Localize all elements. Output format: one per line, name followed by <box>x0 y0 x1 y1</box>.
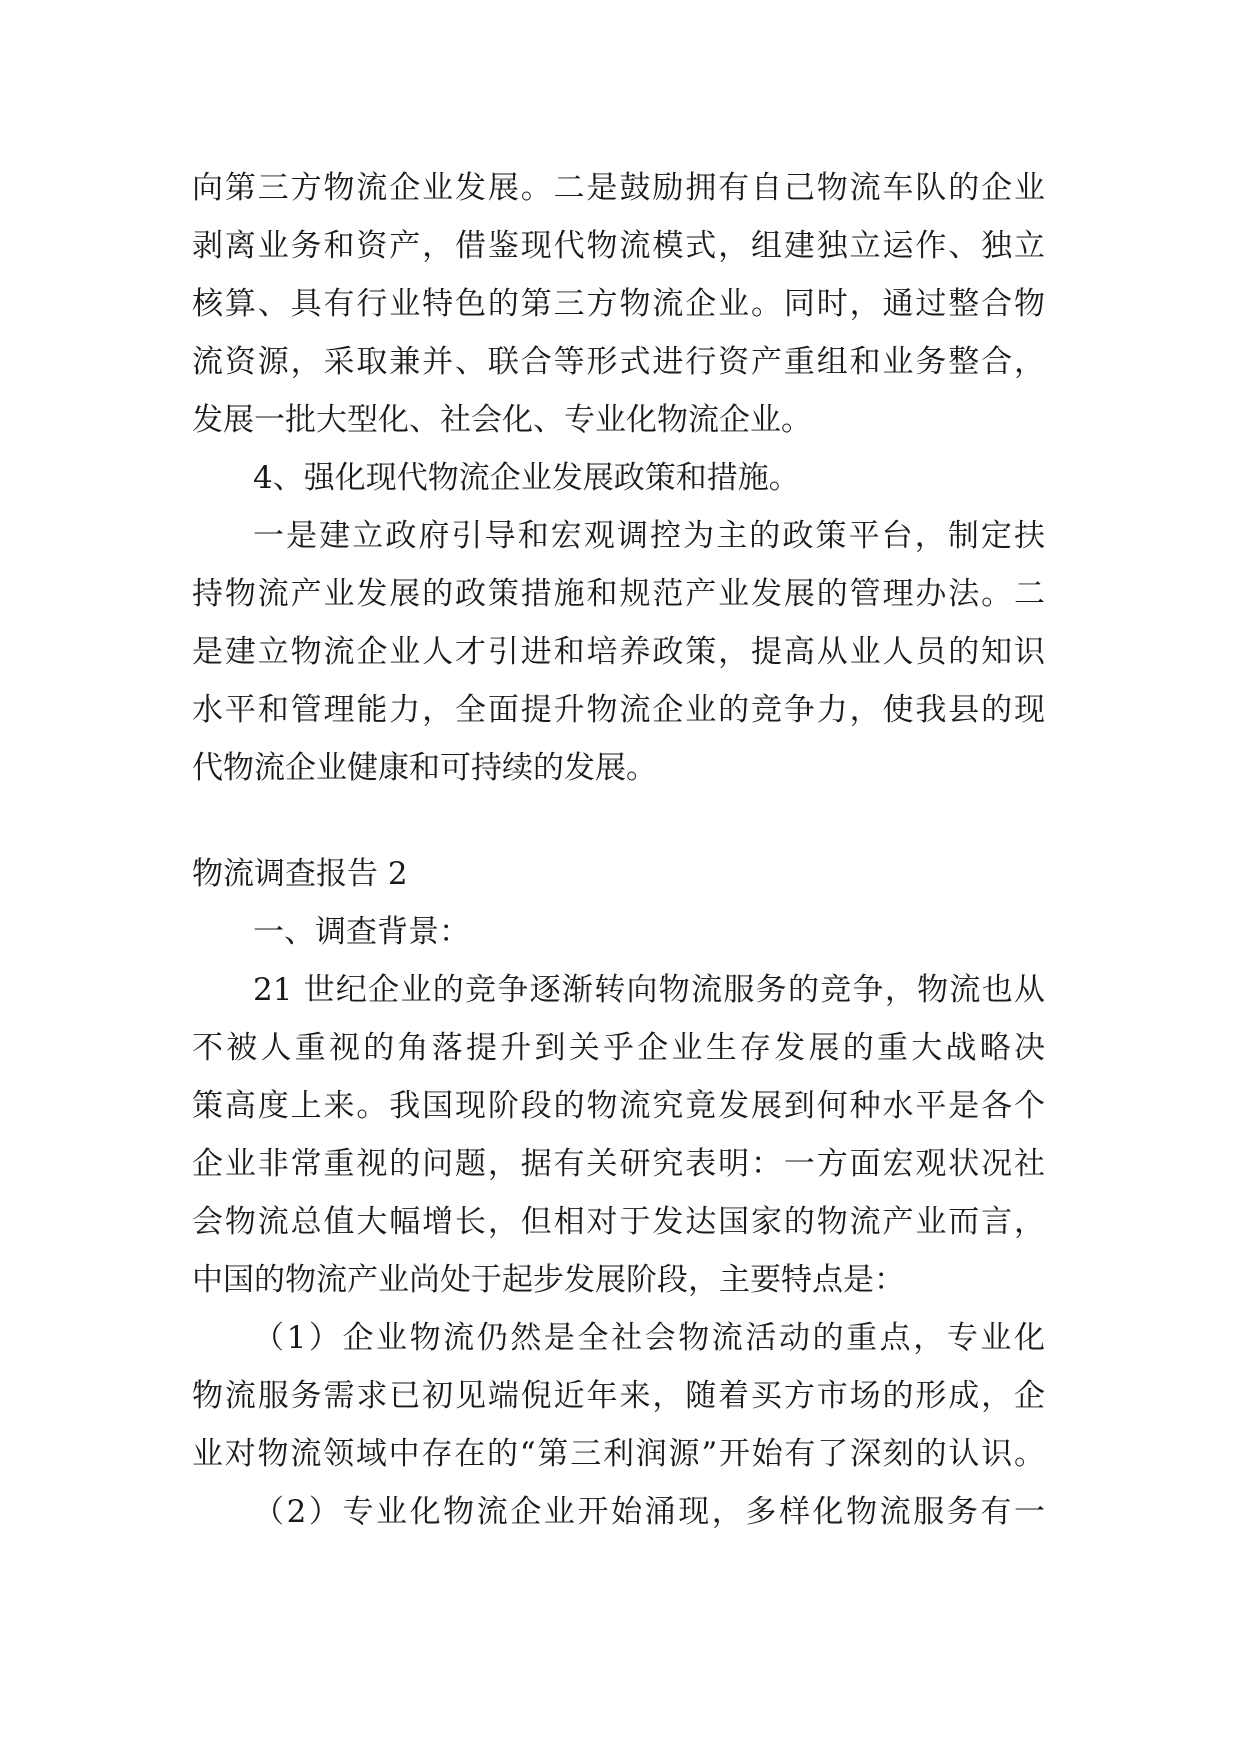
body-text-line: （1）企业物流仍然是全社会物流活动的重点，专业化 <box>253 1320 1045 1356</box>
body-text-line: 是建立物流企业人才引进和培养政策，提高从业人员的知识 <box>192 634 1045 670</box>
body-text-line: 剥离业务和资产，借鉴现代物流模式，组建独立运作、独立 <box>192 228 1045 264</box>
body-text-line: 策高度上来。我国现阶段的物流究竟发展到何种水平是各个 <box>192 1088 1045 1124</box>
body-text-line: 发展一批大型化、社会化、专业化物流企业。 <box>192 402 812 438</box>
body-text-line: （2）专业化物流企业开始涌现，多样化物流服务有一 <box>253 1494 1045 1530</box>
body-text-line: 21 世纪企业的竞争逐渐转向物流服务的竞争，物流也从 <box>253 972 1045 1008</box>
body-text-line: 代物流企业健康和可持续的发展。 <box>192 750 657 786</box>
body-text-line: 水平和管理能力，全面提升物流企业的竞争力，使我县的现 <box>192 692 1045 728</box>
section-heading: 一、调查背景： <box>253 914 470 950</box>
body-text-line: 流资源，采取兼并、联合等形式进行资产重组和业务整合， <box>192 344 1045 380</box>
body-text-line: 一是建立政府引导和宏观调控为主的政策平台，制定扶 <box>253 518 1045 554</box>
body-text-line: 核算、具有行业特色的第三方物流企业。同时，通过整合物 <box>192 286 1045 322</box>
body-text-line: 会物流总值大幅增长，但相对于发达国家的物流产业而言， <box>192 1204 1045 1240</box>
report-title: 物流调查报告 2 <box>192 856 408 892</box>
item-heading: 4、强化现代物流企业发展政策和措施。 <box>253 460 800 496</box>
body-text-line: 中国的物流产业尚处于起步发展阶段，主要特点是： <box>192 1262 905 1298</box>
body-text-line: 企业非常重视的问题，据有关研究表明：一方面宏观状况社 <box>192 1146 1045 1182</box>
body-text-line: 物流服务需求已初见端倪近年来，随着买方市场的形成，企 <box>192 1378 1045 1414</box>
body-text-line: 持物流产业发展的政策措施和规范产业发展的管理办法。二 <box>192 576 1045 612</box>
body-text-line: 向第三方物流企业发展。二是鼓励拥有自己物流车队的企业 <box>192 170 1045 206</box>
body-text-line: 业对物流领域中存在的“第三利润源”开始有了深刻的认识。 <box>192 1436 1045 1472</box>
body-text-line: 不被人重视的角落提升到关乎企业生存发展的重大战略决 <box>192 1030 1045 1066</box>
